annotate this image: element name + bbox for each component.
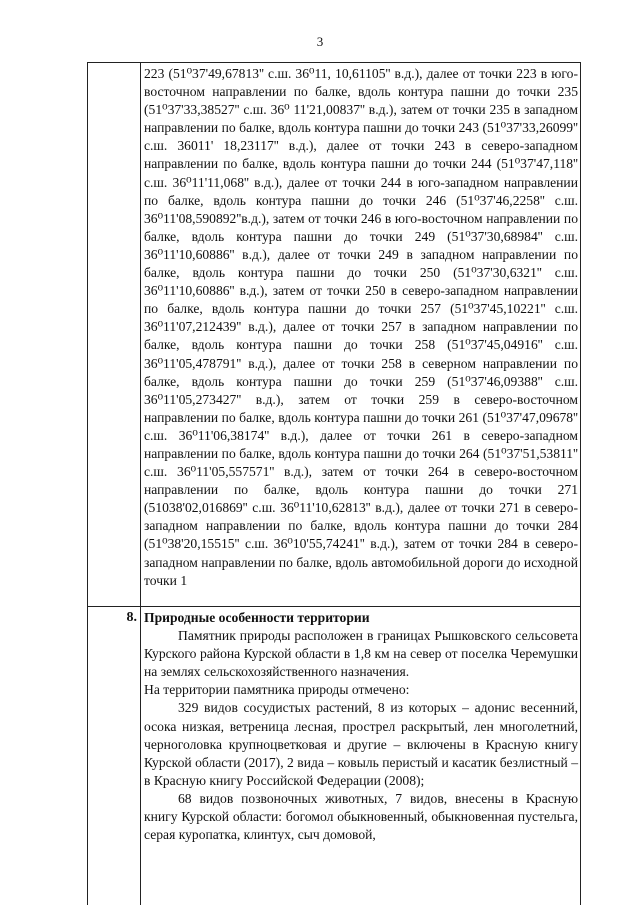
document-table: [87, 62, 581, 905]
features-paragraph-intro: На территории памятника природы отмечено:: [144, 682, 410, 698]
row-divider: [88, 606, 580, 607]
features-paragraph-animals: 68 видов позвоночных животных, 7 видов, внесены в Красную книгу Курской области: богомол обыкновенный, обыкновенная пустельга, серая куропатка, клинтух, сыч домовой,: [144, 790, 578, 843]
column-divider: [140, 63, 141, 905]
row-number-features: 8.: [126, 610, 137, 625]
features-paragraph-plants: 329 видов сосудистых растений, 8 из которых – адонис весенний, осока низкая, ветреница лесная, прострел раскрытый, лен многолетний, черноголовка крупноцветковая и другие – включены в Красную книгу Курской области (2017), 2 вида – ковыль перистый и касатик безлистный – в Красную книгу Российской Федерации (2008);: [144, 700, 578, 788]
features-paragraph-location: Памятник природы расположен в границах Рышковского сельсовета Курского района Курской области в 1,8 км на север от поселка Черемушки на землях сельскохозяйственного назначения.: [144, 628, 578, 680]
boundary-description-text: 223 (51⁰37'49,67813'' с.ш. 36⁰11, 10,61105'' в.д.), далее от точки 223 в юго-восточном направлении по балке, вдоль контура пашни до точки 235 (51⁰37'33,38527'' с.ш. 36⁰ 11'21,00837'' в.д.), затем от точки 235 в западном направлении по балке, вдоль контура пашни до точки 243 (51⁰37'33,26099'' с.ш. 36011' 18,23117'' в.д.), далее от точки 243 в северо-западном направлении по балке, вдоль контура пашни до точки 244 (51⁰37'47,118'' с.ш. 36⁰11'11,068'' в.д.), далее от точки 244 в юго-западном направлении по балке, вдоль контура пашни до точки 246 (51⁰37'46,2258'' с.ш. 36⁰11'08,590892''в.д.), затем от точки 246 в юго-восточном направлении по балке, вдоль контура пашни до точки 249 (51⁰37'30,68984'' с.ш. 36⁰11'10,60886'' в.д.), далее от точки 249 в западном направлении по балке, вдоль контура пашни до точки 250 (51⁰37'30,6321'' с.ш. 36⁰11'10,60886'' в.д.), затем от точки 250 в северо-западном направлении по балке, вдоль контура пашни до точки 257 (51⁰37'45,10221'' с.ш. 36⁰11'07,212439'' в.д.), далее от точки 257 в западном направлении по балке, вдоль контура пашни до точки 258 (51⁰37'45,04916'' с.ш. 36⁰11'05,478791'' в.д.), далее от точки 258 в северном направлении по балке, вдоль контура пашни до точки 259 (51⁰37'46,09388'' с.ш. 36⁰11'05,273427'' в.д.), затем от точки 259 в северо-восточном направлении по балке, вдоль контура пашни до точки 261 (51⁰37'47,09678'' с.ш. 36⁰11'06,38174'' в.д.), далее от точки 261 в северо-западном направлении по балке, вдоль контура пашни до точки 264 (51⁰37'51,53811'' с.ш. 36⁰11'05,557571'' в.д.), затем от точки 264 в северо-восточном направлении по балке, вдоль контура пашни до точки 271 (51038'02,016869'' с.ш. 36⁰11'10,62813'' в.д.), далее от точки 271 в северо-западном направлении по балке, вдоль контура пашни до точки 284 (51⁰38'20,15515'' с.ш. 36⁰10'55,74241'' в.д.), затем от точки 284 в северо-западном направлении по балке, вдоль автомобильной дороги до исходной точки 1: [144, 66, 578, 588]
section-title: Природные особенности территории: [144, 610, 370, 625]
page-number: 3: [316, 34, 324, 49]
natural-features-cell: [144, 609, 578, 844]
